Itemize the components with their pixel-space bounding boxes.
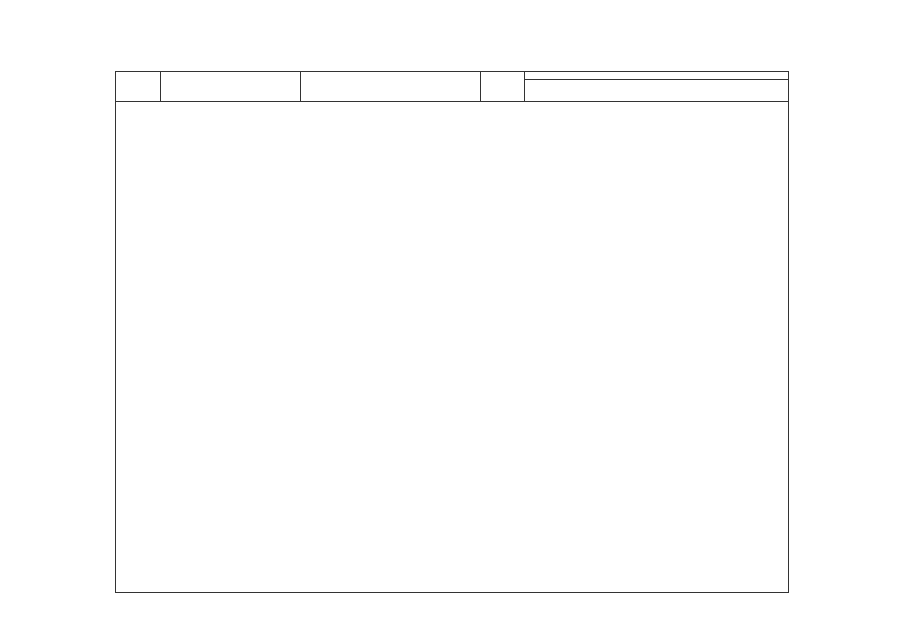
table-header — [116, 72, 788, 102]
finance-table — [115, 71, 789, 593]
header-name — [161, 72, 301, 101]
header-2014 — [481, 72, 525, 101]
header-estimate — [525, 72, 788, 80]
header-source — [301, 72, 481, 101]
header-status — [116, 72, 161, 101]
